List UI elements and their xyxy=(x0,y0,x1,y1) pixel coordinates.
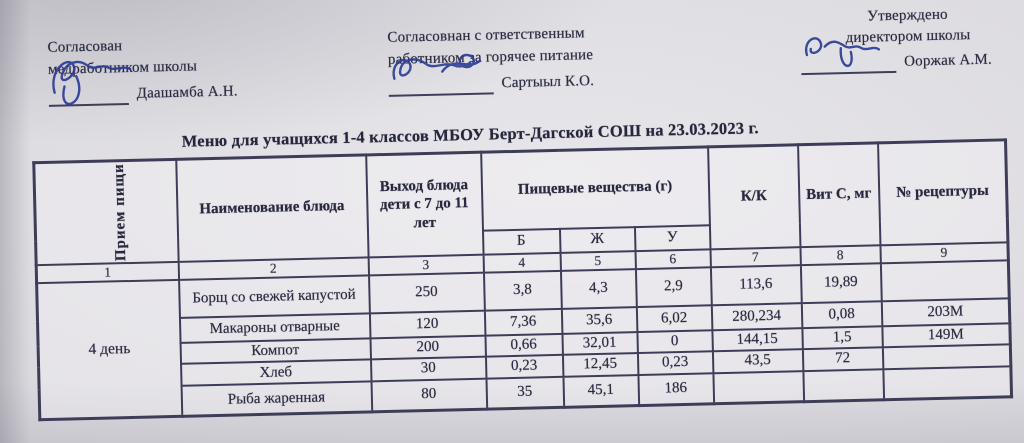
dish-cell: Макароны отварные xyxy=(179,313,370,342)
header-recipe: № рецептуры xyxy=(878,140,1008,245)
approval-center-name: Сартыыл К.О. xyxy=(501,73,595,92)
yield-cell: 250 xyxy=(369,272,485,313)
col-num: 6 xyxy=(635,249,710,269)
carbs-cell: 6,02 xyxy=(636,305,712,332)
subheader-fat: Ж xyxy=(559,227,635,253)
carbs-cell: 2,9 xyxy=(635,267,711,307)
carbs-cell: 0,23 xyxy=(637,351,713,375)
dish-cell: Рыба жаренная xyxy=(181,381,372,416)
director-signature xyxy=(796,19,907,86)
approval-right-line2: директором школы xyxy=(845,27,971,47)
medworker-signature xyxy=(39,39,141,121)
col-num: 3 xyxy=(368,254,483,275)
header-kk: К/К xyxy=(708,145,800,249)
recipe-cell xyxy=(882,344,1010,369)
approval-left-name: Даашамба А.Н. xyxy=(136,83,238,102)
col-num: 7 xyxy=(710,247,800,267)
carbs-cell: 0 xyxy=(637,330,713,353)
yield-cell: 120 xyxy=(369,310,485,338)
menu-title: Меню для учащихся 1-4 классов МБОУ Берт-Дагской СОШ на 23.03.2023 г. xyxy=(181,118,759,151)
kcal-cell: 113,6 xyxy=(710,265,801,305)
vitc-cell xyxy=(803,369,884,402)
dish-cell: Борщ со свежей капустой xyxy=(179,275,370,317)
menu-table xyxy=(32,138,1013,421)
fat-cell: 12,45 xyxy=(562,353,637,377)
approval-left-line2: медработником школы xyxy=(47,58,198,78)
approval-block-food-officer xyxy=(387,21,629,97)
header-row xyxy=(34,140,1008,241)
kcal-cell: 43,5 xyxy=(712,349,802,373)
dish-cell: Хлеб xyxy=(181,359,371,385)
col-num: 2 xyxy=(178,257,368,279)
kcal-cell: 280,234 xyxy=(711,303,802,330)
protein-cell: 0,23 xyxy=(485,354,562,378)
fat-cell: 45,1 xyxy=(563,375,639,408)
protein-cell: 7,36 xyxy=(484,308,562,335)
vitc-cell: 0,08 xyxy=(801,301,882,328)
protein-cell: 0,66 xyxy=(485,333,562,356)
vitc-cell: 1,5 xyxy=(802,326,882,349)
yield-cell: 30 xyxy=(370,356,485,381)
protein-cell: 35 xyxy=(486,376,564,409)
header-vitc: Вит С, мг xyxy=(798,143,880,247)
col-num: 4 xyxy=(483,252,560,272)
recipe-cell xyxy=(880,260,1009,301)
signature-line xyxy=(388,77,493,96)
fat-cell: 35,6 xyxy=(561,307,637,334)
approval-left-line1: Согласован xyxy=(47,38,123,56)
approval-left-signature-row xyxy=(48,79,298,107)
kcal-cell: 144,15 xyxy=(712,328,802,351)
subheader-protein: Б xyxy=(482,228,560,254)
signature-line xyxy=(49,88,129,107)
yield-cell: 200 xyxy=(370,335,485,359)
header-meal xyxy=(34,159,178,264)
header-dish: Наименование блюда xyxy=(176,155,368,261)
header-yield: Выход блюда дети с 7 до 11 лет xyxy=(366,152,483,257)
dish-cell: Компот xyxy=(180,338,370,363)
approval-block-medworker xyxy=(47,31,299,107)
yield-cell: 80 xyxy=(371,378,487,412)
header-meal-label: Прием пищи xyxy=(110,162,129,262)
approval-center-line1: Согласовнан с ответственным xyxy=(387,25,585,46)
approval-center-signature-row xyxy=(388,69,628,97)
recipe-cell xyxy=(883,366,1012,400)
approval-right-line1: Утверждено xyxy=(867,6,948,25)
recipe-cell: 203М xyxy=(881,298,1010,326)
col-num: 1 xyxy=(36,261,178,282)
approval-right-name: Ооржак А.М. xyxy=(903,51,993,70)
approval-center-line2: работником за горячее питание xyxy=(387,47,594,68)
approval-block-director xyxy=(800,3,1017,75)
carbs-cell: 186 xyxy=(638,373,714,406)
col-num: 9 xyxy=(880,242,1008,263)
approval-right-signature-row xyxy=(801,49,1016,75)
recipe-cell: 149М xyxy=(882,323,1010,347)
fat-cell: 4,3 xyxy=(560,269,636,309)
subheader-carbs: У xyxy=(634,225,710,251)
food-officer-signature xyxy=(384,42,505,105)
header-nutrients: Пищевые вещества (г) xyxy=(481,147,710,230)
signature-line xyxy=(801,56,896,75)
day-cell: 4 день xyxy=(37,279,182,419)
col-num: 5 xyxy=(560,251,635,271)
protein-cell: 3,8 xyxy=(483,270,561,310)
vitc-cell: 72 xyxy=(802,347,882,371)
kcal-cell xyxy=(713,371,804,404)
fat-cell: 32,01 xyxy=(562,332,637,355)
vitc-cell: 19,89 xyxy=(800,263,881,303)
col-num: 8 xyxy=(800,245,880,265)
